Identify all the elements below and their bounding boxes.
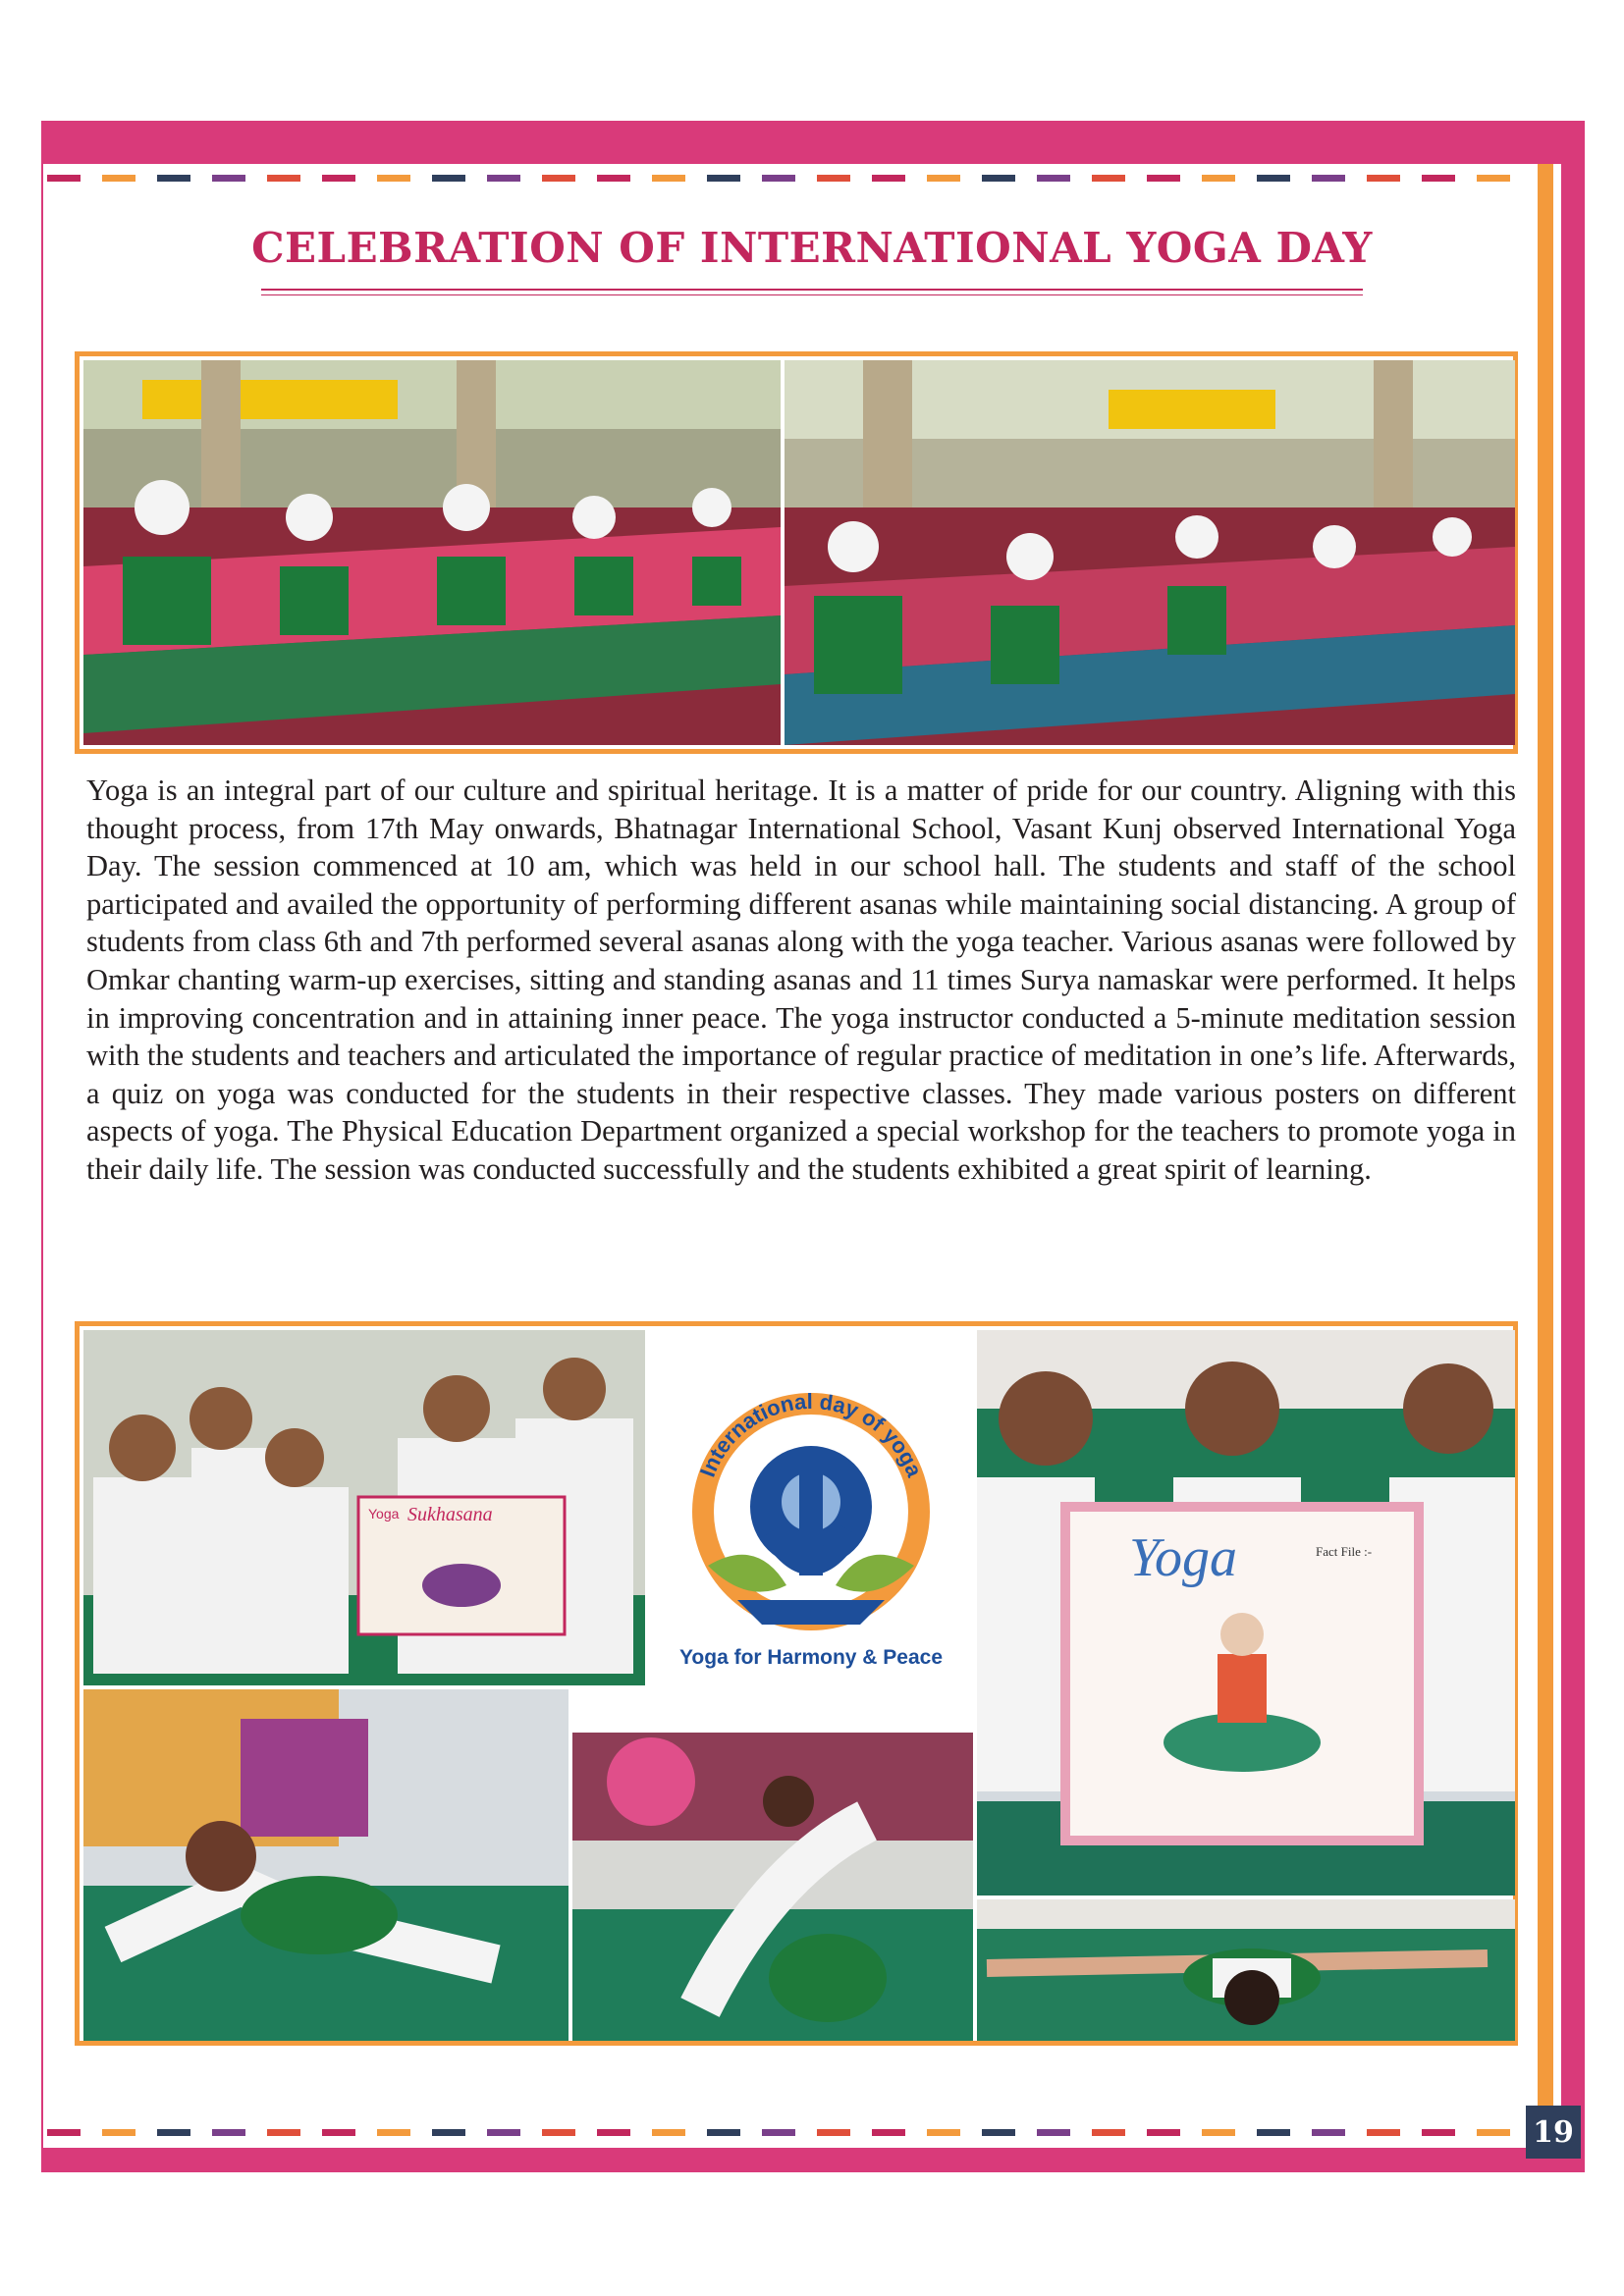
divider-dash xyxy=(1257,2129,1290,2136)
divider-dash xyxy=(157,2129,190,2136)
divider-dash xyxy=(377,175,410,182)
divider-dash xyxy=(597,2129,630,2136)
top-border-bar xyxy=(41,121,1585,164)
divider-dash xyxy=(707,175,740,182)
logo-arc-text: International day of yoga xyxy=(694,1388,928,1480)
divider-dash xyxy=(487,2129,520,2136)
divider-dash xyxy=(1367,2129,1400,2136)
divider-dash xyxy=(212,2129,245,2136)
divider-dash xyxy=(1422,2129,1455,2136)
photo-girl-forward-split xyxy=(977,1899,1515,2041)
divider-dash xyxy=(102,175,135,182)
page-title: CELEBRATION OF INTERNATIONAL YOGA DAY xyxy=(251,224,1373,272)
right-inner-border xyxy=(1538,164,1553,2137)
divider-dash xyxy=(1422,175,1455,182)
divider-dash xyxy=(322,2129,355,2136)
photo-girl-side-stretch xyxy=(83,1689,568,2041)
divider-dash xyxy=(432,2129,465,2136)
bottom-dashed-divider xyxy=(47,2129,1525,2136)
photo-boys-sukhasana-poster xyxy=(83,1330,645,1685)
divider-dash xyxy=(817,175,850,182)
title-underline-thin xyxy=(261,294,1363,295)
divider-dash xyxy=(1202,2129,1235,2136)
divider-dash xyxy=(1477,2129,1510,2136)
bottom-photo-frame xyxy=(75,1321,1518,2046)
poster1-title: Sukhasana xyxy=(407,1504,493,1525)
divider-dash xyxy=(652,2129,685,2136)
divider-dash xyxy=(102,2129,135,2136)
divider-dash xyxy=(1037,2129,1070,2136)
divider-dash xyxy=(1092,175,1125,182)
divider-dash xyxy=(1312,2129,1345,2136)
divider-dash xyxy=(817,2129,850,2136)
divider-dash xyxy=(47,175,81,182)
photo-girl-backbend xyxy=(572,1733,973,2041)
divider-dash xyxy=(1202,175,1235,182)
divider-dash xyxy=(1477,175,1510,182)
poster2-title: Yoga xyxy=(1129,1527,1238,1588)
yoga-day-logo xyxy=(649,1330,973,1685)
divider-dash xyxy=(872,2129,905,2136)
divider-dash xyxy=(982,175,1015,182)
divider-dash xyxy=(707,2129,740,2136)
top-photo-frame xyxy=(75,351,1518,754)
right-border-bar xyxy=(1561,121,1585,2172)
divider-dash xyxy=(542,2129,575,2136)
divider-dash xyxy=(1092,2129,1125,2136)
poster1-prefix: Yoga xyxy=(368,1506,400,1522)
photo-students-arms-raised xyxy=(785,360,1515,745)
divider-dash xyxy=(377,2129,410,2136)
logo-caption: Yoga for Harmony & Peace xyxy=(678,1646,944,1669)
bottom-border-bar xyxy=(41,2148,1585,2172)
divider-dash xyxy=(1147,175,1180,182)
divider-dash xyxy=(927,175,960,182)
divider-dash xyxy=(432,175,465,182)
divider-dash xyxy=(157,175,190,182)
divider-dash xyxy=(652,175,685,182)
divider-dash xyxy=(47,2129,81,2136)
top-dashed-divider xyxy=(47,175,1530,182)
divider-dash xyxy=(1312,175,1345,182)
divider-dash xyxy=(982,2129,1015,2136)
photo-girls-yoga-poster xyxy=(977,1330,1515,1896)
divider-dash xyxy=(322,175,355,182)
divider-dash xyxy=(212,175,245,182)
photo-students-tree-pose xyxy=(83,360,781,745)
divider-dash xyxy=(597,175,630,182)
divider-dash xyxy=(1037,175,1070,182)
divider-dash xyxy=(1147,2129,1180,2136)
divider-dash xyxy=(487,175,520,182)
divider-dash xyxy=(267,175,300,182)
divider-dash xyxy=(542,175,575,182)
divider-dash xyxy=(872,175,905,182)
poster2-fact-file: Fact File :- xyxy=(1316,1544,1373,1559)
divider-dash xyxy=(762,175,795,182)
divider-dash xyxy=(1367,175,1400,182)
divider-dash xyxy=(927,2129,960,2136)
page-number: 19 xyxy=(1526,2106,1581,2159)
left-border-line xyxy=(41,121,43,2172)
divider-dash xyxy=(762,2129,795,2136)
title-underline xyxy=(261,289,1363,291)
divider-dash xyxy=(267,2129,300,2136)
article-body: Yoga is an integral part of our culture and spiritual heritage. It is a matter of pride for our country. Aligning with this thought process, from 17th May onwards, Bhatnagar International School, Vasant Kunj observed International Yoga Day. The session commenced at 10 am, which was held in our school hall. The students and staff of the school participated and availed the opportunity of performing different asanas while maintaining social distancing. A group of students from class 6th and 7th performed several asanas along with the yoga teacher. Various asanas were followed by Omkar chanting warm-up exercises, sitting and standing asanas and 11 times Surya namaskar were performed. It helps in improving concentration and in attaining inner peace. The yoga instructor conducted a 5-minute meditation session with the students and teachers and articulated the importance of regular practice of meditation in one’s life. Afterwards, a quiz on yoga was conducted for the students in their respective classes. They made various posters on different aspects of yoga. The Physical Education Department organized a special workshop for the teachers to promote yoga in their daily life. The session was conducted successfully and the students exhibited a great spirit of learning. xyxy=(86,774,1516,1186)
divider-dash xyxy=(1257,175,1290,182)
